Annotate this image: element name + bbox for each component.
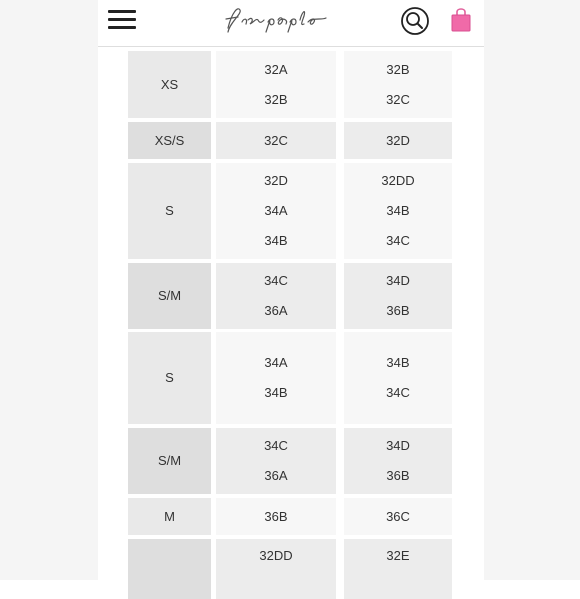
mobile-page <box>98 0 484 580</box>
band-size-alt-value: 36C <box>386 508 410 524</box>
band-size-value: 32DD <box>259 548 293 563</box>
band-size-alt-value: 32C <box>386 91 410 107</box>
band-size-cell <box>216 263 336 329</box>
band-size-alt-value: 32E <box>386 548 410 563</box>
size-label: M <box>164 508 175 524</box>
band-size-alt-cell <box>344 498 452 535</box>
band-size-value: 32B <box>264 91 288 107</box>
shopping-bag-icon[interactable] <box>449 7 473 33</box>
band-size-alt-cell <box>344 51 452 118</box>
size-label-cell <box>128 428 211 494</box>
band-size-value: 34A <box>264 203 288 218</box>
size-label-cell <box>128 498 211 535</box>
band-size-alt-value: 36B <box>386 303 410 318</box>
hamburger-menu-icon[interactable] <box>108 10 136 30</box>
size-label: S/M <box>157 288 182 303</box>
band-size-value: 34A <box>264 355 288 370</box>
band-size-cell <box>216 539 336 599</box>
band-size-alt-value: 32DD <box>381 173 415 188</box>
size-row-s-m <box>98 428 484 494</box>
band-size-value: 34B <box>264 233 288 248</box>
free-people-logo[interactable] <box>222 2 362 36</box>
band-size-alt-value: 34C <box>386 233 410 248</box>
size-label-cell <box>128 539 211 599</box>
size-chart-top[interactable] <box>98 47 484 370</box>
right-margin <box>484 0 580 580</box>
band-size-value: 36A <box>264 303 288 318</box>
band-size-cell <box>216 51 336 118</box>
size-label-cell <box>128 51 211 118</box>
band-size-alt-cell <box>344 163 452 259</box>
band-size-alt-cell <box>344 263 452 329</box>
size-row-s <box>98 332 484 424</box>
band-size-value: 32C <box>264 132 288 148</box>
band-size-alt-value: 36B <box>386 468 410 483</box>
size-row-s-m <box>98 263 484 329</box>
band-size-value: 34B <box>264 385 288 400</box>
size-label-cell <box>128 332 211 424</box>
band-size-value: 34C <box>264 438 288 453</box>
band-size-cell <box>216 498 336 535</box>
band-size-value: 36A <box>264 468 288 483</box>
top-nav-bar <box>98 0 484 47</box>
band-size-alt-value: 34D <box>386 438 410 453</box>
band-size-alt-value: 34C <box>386 385 410 400</box>
band-size-cell <box>216 163 336 259</box>
band-size-alt-value: 34D <box>386 273 410 288</box>
band-size-alt-value: 34B <box>386 355 410 370</box>
size-label: S <box>165 370 174 385</box>
size-row-xs <box>98 51 484 118</box>
band-size-alt-value: 32D <box>386 132 410 148</box>
band-size-alt-cell <box>344 539 452 599</box>
left-margin <box>0 0 98 580</box>
size-label: S/M <box>157 453 182 468</box>
size-row-xs-s <box>98 122 484 159</box>
band-size-cell <box>216 428 336 494</box>
band-size-alt-value: 34B <box>386 203 410 218</box>
band-size-value: 34C <box>264 273 288 288</box>
band-size-alt-cell <box>344 122 452 159</box>
size-label: S <box>165 203 174 218</box>
size-label-cell <box>128 163 211 259</box>
search-icon[interactable] <box>400 6 430 36</box>
band-size-cell <box>216 122 336 159</box>
size-label: XS/S <box>154 132 185 148</box>
size-row-m <box>98 498 484 535</box>
band-size-alt-cell <box>344 332 452 424</box>
band-size-value: 32D <box>264 173 288 188</box>
size-row-partial <box>98 539 484 599</box>
band-size-alt-cell <box>344 428 452 494</box>
size-label-cell <box>128 263 211 329</box>
band-size-value: 32A <box>264 61 288 77</box>
size-label-cell <box>128 122 211 159</box>
band-size-alt-value: 32B <box>386 61 410 77</box>
size-row-s <box>98 163 484 259</box>
size-chart-bottom[interactable] <box>98 355 484 580</box>
band-size-cell <box>216 332 336 424</box>
band-size-value: 36B <box>264 508 288 524</box>
size-label: XS <box>160 76 179 92</box>
